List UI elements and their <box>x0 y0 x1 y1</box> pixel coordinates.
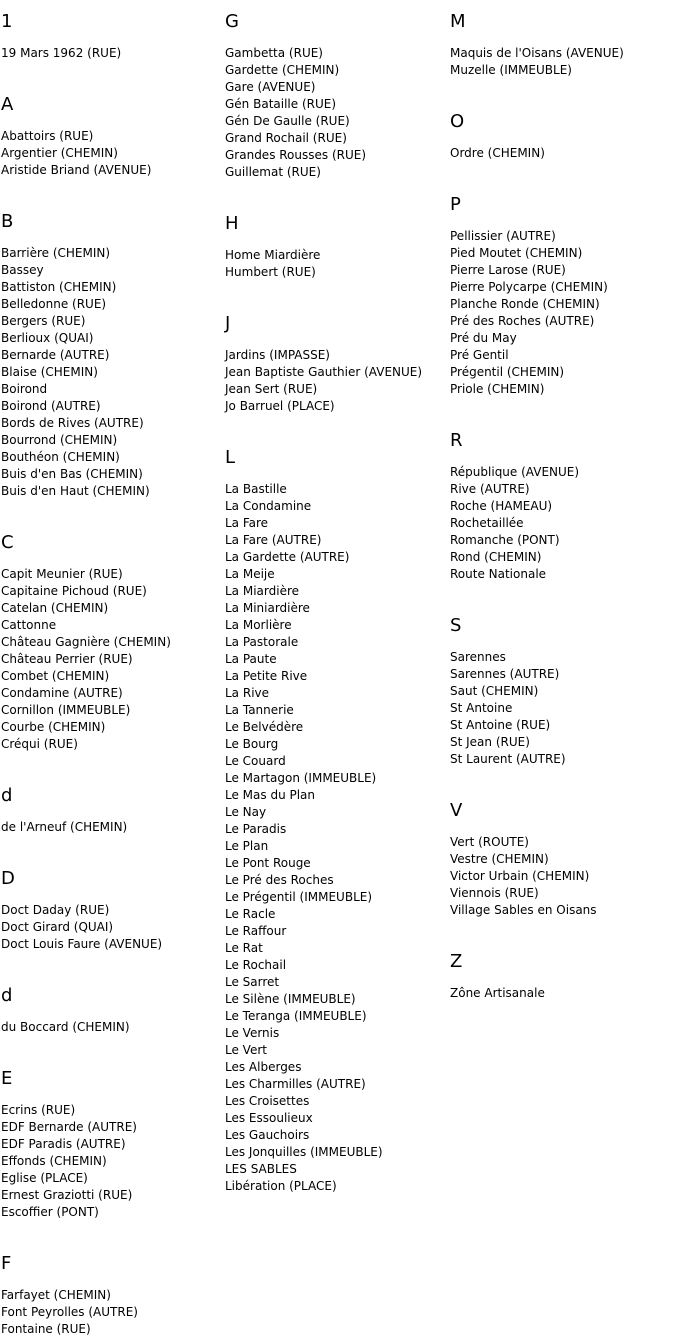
street-name: La Pastorale <box>225 635 299 649</box>
street-name: Courbe (CHEMIN) <box>1 720 106 734</box>
section-letter-heading: G <box>225 11 239 32</box>
street-name: Cornillon (IMMEUBLE) <box>1 703 131 717</box>
street-name: Home Miardière <box>225 248 321 262</box>
section-letter-heading: d <box>1 785 13 806</box>
street-name: Capitaine Pichoud (RUE) <box>1 584 147 598</box>
street-name: Bernarde (AUTRE) <box>1 348 110 362</box>
street-list <box>450 45 670 79</box>
letter-section <box>1 83 221 179</box>
street-name: Sarennes <box>450 650 506 664</box>
street-name: Le Martagon (IMMEUBLE) <box>225 771 377 785</box>
street-list <box>450 834 670 919</box>
street-name: Bourrond (CHEMIN) <box>1 433 118 447</box>
street-name: Le Raffour <box>225 924 287 938</box>
street-name: La Gardette (AUTRE) <box>225 550 350 564</box>
street-name: Berlioux (QUAI) <box>1 331 94 345</box>
street-name: Prégentil (CHEMIN) <box>450 365 565 379</box>
street-name: Le Rochail <box>225 958 287 972</box>
street-name: Château Gagnière (CHEMIN) <box>1 635 171 649</box>
street-name: Pierre Polycarpe (CHEMIN) <box>450 280 608 294</box>
street-name: Les Jonquilles (IMMEUBLE) <box>225 1145 383 1159</box>
street-name: Font Peyrolles (AUTRE) <box>1 1305 138 1319</box>
street-name: Eglise (PLACE) <box>1 1171 88 1185</box>
street-name: Saut (CHEMIN) <box>450 684 539 698</box>
street-name: Bergers (RUE) <box>1 314 86 328</box>
letter-section <box>225 436 445 1195</box>
street-name: Rond (CHEMIN) <box>450 550 542 564</box>
street-name: République (AVENUE) <box>450 465 580 479</box>
street-name: Combet (CHEMIN) <box>1 669 110 683</box>
street-name: Pied Moutet (CHEMIN) <box>450 246 583 260</box>
street-name: Abattoirs (RUE) <box>1 129 94 143</box>
street-name: Buis d'en Haut (CHEMIN) <box>1 484 150 498</box>
street-name: Le Vert <box>225 1043 267 1057</box>
street-name: LES SABLES <box>225 1162 297 1176</box>
street-name: Le Prégentil (IMMEUBLE) <box>225 890 373 904</box>
section-letter-heading: O <box>450 111 465 132</box>
street-name: Jean Baptiste Gauthier (AVENUE) <box>225 365 423 379</box>
street-name: St Antoine <box>450 701 513 715</box>
letter-section <box>1 974 221 1036</box>
street-name: Zône Artisanale <box>450 986 545 1000</box>
street-name: EDF Bernarde (AUTRE) <box>1 1120 137 1134</box>
street-name: Le Nay <box>225 805 267 819</box>
section-letter-heading: S <box>450 615 462 636</box>
street-name: La Fare (AUTRE) <box>225 533 322 547</box>
street-name: Pré du May <box>450 331 517 345</box>
street-name: Pré des Roches (AUTRE) <box>450 314 595 328</box>
street-name: La Paute <box>225 652 277 666</box>
street-name: Le Teranga (IMMEUBLE) <box>225 1009 367 1023</box>
street-name: Jardins (IMPASSE) <box>225 348 330 362</box>
street-name: Argentier (CHEMIN) <box>1 146 118 160</box>
street-name: Pré Gentil <box>450 348 509 362</box>
street-name: Les Croisettes <box>225 1094 310 1108</box>
street-name: Rive (AUTRE) <box>450 482 530 496</box>
section-letter-heading: B <box>1 211 14 232</box>
letter-section <box>1 857 221 953</box>
street-name: Barrière (CHEMIN) <box>1 246 111 260</box>
street-name: Romanche (PONT) <box>450 533 560 547</box>
street-name: Le Racle <box>225 907 276 921</box>
letter-section <box>1 0 221 62</box>
street-name: St Laurent (AUTRE) <box>450 752 566 766</box>
street-name: EDF Paradis (AUTRE) <box>1 1137 126 1151</box>
section-letter-heading: V <box>450 800 463 821</box>
street-name: Gardette (CHEMIN) <box>225 63 340 77</box>
street-name: Boirond <box>1 382 48 396</box>
street-name: Village Sables en Oisans <box>450 903 597 917</box>
street-name: Buis d'en Bas (CHEMIN) <box>1 467 143 481</box>
street-name: Route Nationale <box>450 567 547 581</box>
street-list <box>1 819 221 836</box>
street-list <box>1 128 221 179</box>
street-name: La Condamine <box>225 499 312 513</box>
street-name: Jean Sert (RUE) <box>225 382 318 396</box>
street-name: Capit Meunier (RUE) <box>1 567 123 581</box>
street-name: Grand Rochail (RUE) <box>225 131 347 145</box>
street-name: Doct Girard (QUAI) <box>1 920 114 934</box>
street-name: Boirond (AUTRE) <box>1 399 101 413</box>
section-letter-heading: P <box>450 194 461 215</box>
street-name: Gare (AVENUE) <box>225 80 316 94</box>
street-name: St Antoine (RUE) <box>450 718 551 732</box>
street-name: Le Belvédère <box>225 720 304 734</box>
street-name: Le Plan <box>225 839 269 853</box>
street-name: Guillemat (RUE) <box>225 165 321 179</box>
street-name: Rochetaillée <box>450 516 524 530</box>
street-name: Château Perrier (RUE) <box>1 652 133 666</box>
street-name: Battiston (CHEMIN) <box>1 280 117 294</box>
street-name: Victor Urbain (CHEMIN) <box>450 869 590 883</box>
street-list <box>1 902 221 953</box>
street-name: Vestre (CHEMIN) <box>450 852 549 866</box>
section-letter-heading: d <box>1 985 13 1006</box>
street-name: 19 Mars 1962 (RUE) <box>1 46 122 60</box>
street-name: Le Silène (IMMEUBLE) <box>225 992 356 1006</box>
letter-section <box>225 202 445 281</box>
street-name: Les Alberges <box>225 1060 302 1074</box>
street-name: Doct Louis Faure (AVENUE) <box>1 937 163 951</box>
street-list <box>225 45 445 181</box>
street-name: Bassey <box>1 263 44 277</box>
street-name: La Bastille <box>225 482 287 496</box>
street-name: Ecrins (RUE) <box>1 1103 76 1117</box>
street-index-column <box>450 0 670 1002</box>
street-name: La Meije <box>225 567 275 581</box>
street-list <box>225 347 445 415</box>
street-list <box>1 45 221 62</box>
street-name: Roche (HAMEAU) <box>450 499 553 513</box>
street-name: La Morlière <box>225 618 292 632</box>
street-name: Les Charmilles (AUTRE) <box>225 1077 366 1091</box>
letter-section <box>450 940 670 1002</box>
street-name: Humbert (RUE) <box>225 265 316 279</box>
street-name: La Rive <box>225 686 270 700</box>
letter-section <box>1 774 221 836</box>
section-letter-heading: Z <box>450 951 463 972</box>
letter-section <box>1 521 221 753</box>
street-name: Sarennes (AUTRE) <box>450 667 560 681</box>
street-name: Planche Ronde (CHEMIN) <box>450 297 600 311</box>
street-name: Le Mas du Plan <box>225 788 316 802</box>
street-name: Fontaine (RUE) <box>1 1322 91 1336</box>
street-list <box>450 228 670 398</box>
street-list <box>1 1287 221 1338</box>
street-index-column <box>225 0 445 1195</box>
section-letter-heading: F <box>1 1253 12 1274</box>
street-name: Cattonne <box>1 618 57 632</box>
section-letter-heading: L <box>225 447 236 468</box>
street-name: Ernest Graziotti (RUE) <box>1 1188 133 1202</box>
street-name: Gambetta (RUE) <box>225 46 323 60</box>
street-name: Maquis de l'Oisans (AVENUE) <box>450 46 624 60</box>
section-letter-heading: E <box>1 1068 13 1089</box>
street-list <box>225 481 445 1195</box>
street-name: Aristide Briand (AVENUE) <box>1 163 152 177</box>
street-name: Le Paradis <box>225 822 287 836</box>
street-name: Gén Bataille (RUE) <box>225 97 337 111</box>
street-name: La Tannerie <box>225 703 294 717</box>
letter-section <box>1 200 221 500</box>
street-name: La Miniardière <box>225 601 310 615</box>
street-list <box>450 145 670 162</box>
street-list <box>1 245 221 500</box>
section-letter-heading: D <box>1 868 15 889</box>
street-name: Jo Barruel (PLACE) <box>225 399 335 413</box>
street-name: Le Vernis <box>225 1026 280 1040</box>
letter-section <box>225 0 445 181</box>
street-name: Bords de Rives (AUTRE) <box>1 416 144 430</box>
street-name: Vert (ROUTE) <box>450 835 529 849</box>
street-name: Les Gauchoirs <box>225 1128 310 1142</box>
street-name: Pierre Larose (RUE) <box>450 263 566 277</box>
street-name: Farfayet (CHEMIN) <box>1 1288 111 1302</box>
street-list <box>450 649 670 768</box>
street-name: La Fare <box>225 516 269 530</box>
street-index-column <box>1 0 221 1338</box>
street-name: Gén De Gaulle (RUE) <box>225 114 350 128</box>
section-letter-heading: J <box>225 313 231 334</box>
letter-section <box>225 302 445 415</box>
letter-section <box>450 789 670 919</box>
letter-section <box>450 604 670 768</box>
section-letter-heading: A <box>1 94 14 115</box>
street-list <box>1 566 221 753</box>
street-name: du Boccard (CHEMIN) <box>1 1020 130 1034</box>
section-letter-heading: R <box>450 430 463 451</box>
letter-section <box>450 419 670 583</box>
street-name: Les Essoulieux <box>225 1111 313 1125</box>
street-name: Le Couard <box>225 754 286 768</box>
letter-section <box>450 0 670 79</box>
street-name: Priole (CHEMIN) <box>450 382 545 396</box>
street-name: Pellissier (AUTRE) <box>450 229 556 243</box>
street-name: Libération (PLACE) <box>225 1179 337 1193</box>
street-name: Ordre (CHEMIN) <box>450 146 545 160</box>
street-list <box>1 1102 221 1221</box>
street-list <box>1 1019 221 1036</box>
street-list <box>450 464 670 583</box>
street-name: Muzelle (IMMEUBLE) <box>450 63 572 77</box>
street-name: Catelan (CHEMIN) <box>1 601 109 615</box>
street-name: Bouthéon (CHEMIN) <box>1 450 120 464</box>
street-name: La Petite Rive <box>225 669 308 683</box>
letter-section <box>1 1242 221 1338</box>
street-list <box>225 247 445 281</box>
street-name: Blaise (CHEMIN) <box>1 365 98 379</box>
street-name: Condamine (AUTRE) <box>1 686 123 700</box>
street-name: Le Bourg <box>225 737 279 751</box>
letter-section <box>450 183 670 398</box>
street-name: St Jean (RUE) <box>450 735 530 749</box>
street-name: Grandes Rousses (RUE) <box>225 148 367 162</box>
street-name: de l'Arneuf (CHEMIN) <box>1 820 128 834</box>
street-list <box>450 985 670 1002</box>
street-name: Le Sarret <box>225 975 280 989</box>
section-letter-heading: M <box>450 11 466 32</box>
letter-section <box>450 100 670 162</box>
street-name: Le Pont Rouge <box>225 856 311 870</box>
street-name: Belledonne (RUE) <box>1 297 107 311</box>
street-name: Escoffier (PONT) <box>1 1205 99 1219</box>
letter-section <box>1 1057 221 1221</box>
street-name: La Miardière <box>225 584 300 598</box>
street-name: Viennois (RUE) <box>450 886 539 900</box>
section-letter-heading: C <box>1 532 14 553</box>
section-letter-heading: 1 <box>1 11 13 32</box>
street-name: Le Pré des Roches <box>225 873 334 887</box>
street-name: Le Rat <box>225 941 263 955</box>
section-letter-heading: H <box>225 213 239 234</box>
street-name: Créqui (RUE) <box>1 737 78 751</box>
street-name: Effonds (CHEMIN) <box>1 1154 107 1168</box>
street-name: Doct Daday (RUE) <box>1 903 110 917</box>
